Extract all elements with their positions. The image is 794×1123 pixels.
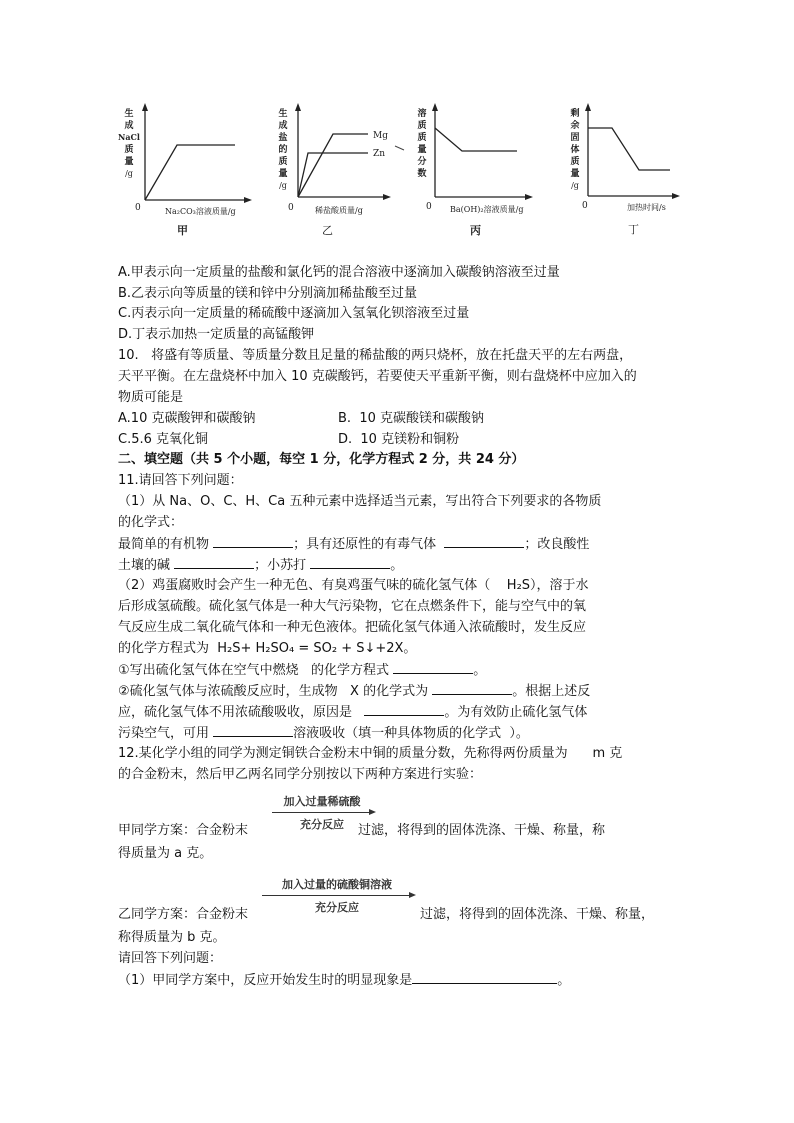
q12-line-2: 的合金粉末，然后甲乙两名同学分别按以下两种方案进行实验： — [118, 767, 483, 782]
q11-text: ；具有还原性的有毒气体 — [293, 537, 445, 552]
answer-blank-absorbent[interactable] — [213, 723, 293, 737]
svg-text:质: 质 — [124, 145, 134, 155]
svg-text:0: 0 — [135, 203, 141, 213]
q11-text: 土壤的碱 — [118, 558, 175, 573]
q11-text: 。为有效防止硫化氢气体 — [444, 705, 588, 720]
q9-option-d: D.丁表示加热一定质量的高锰酸钾 — [118, 327, 315, 342]
q11-p2-q2-line-2 — [118, 702, 587, 723]
q11-text: 最简单的有机物 — [118, 537, 214, 552]
q11-p2-line-2: 后形成氢硫酸。硫化氢气体是一种大气污染物，它在点燃条件下，能与空气中的氧 — [118, 599, 587, 614]
q10-option-d: D. 10 克镁粉和铜粉 — [338, 432, 460, 447]
svg-text:稀盐酸质量/g: 稀盐酸质量/g — [315, 206, 363, 215]
arrow-icon — [272, 812, 372, 813]
svg-text:体: 体 — [570, 145, 580, 155]
q9-option-a: A.甲表示向一定质量的盐酸和氯化钙的混合溶液中逐滴加入碳酸钠溶液至过量 — [118, 265, 560, 280]
section-2-title: 二、填空题（共 5 个小题，每空 1 分，化学方程式 2 分，共 24 分） — [118, 452, 525, 467]
q11-p2-q2-line-3 — [118, 723, 529, 744]
svg-text:丙: 丙 — [470, 224, 481, 237]
q11-text: ①写出硫化氢气体在空气中燃烧 的化学方程式 — [118, 663, 394, 678]
q10-line-1: 10. 将盛有等质量、等质量分数且足量的稀盐酸的两只烧杯，放在托盘天平的左右两盘， — [118, 348, 633, 363]
svg-text:0: 0 — [288, 203, 294, 213]
svg-text:量: 量 — [570, 169, 580, 179]
yi-plan-line-2: 称得质量为 b 克。 — [118, 930, 226, 945]
jia-plan-label: 甲同学方案：合金粉末 — [118, 823, 249, 838]
q11-p1-line-2: 的化学式： — [118, 515, 184, 530]
svg-text:/g: /g — [125, 169, 133, 178]
q11-p2-q1 — [118, 660, 486, 681]
svg-text:质: 质 — [278, 157, 288, 167]
svg-text:生: 生 — [278, 109, 288, 119]
q12-ask: 请回答下列问题： — [118, 951, 223, 966]
svg-text:质: 质 — [417, 121, 427, 131]
graphs-row — [115, 100, 705, 245]
answer-blank-baking-soda[interactable] — [310, 555, 390, 569]
q12-text: 。 — [557, 973, 571, 988]
svg-text:固: 固 — [570, 133, 580, 143]
jia-reaction-arrow — [272, 793, 372, 832]
q11-p1-line-4 — [118, 555, 403, 576]
svg-text:/g: /g — [279, 181, 287, 190]
q10-option-c: C.5.6 克氧化铜 — [118, 432, 209, 447]
svg-text:甲: 甲 — [177, 224, 188, 237]
yi-arrow-top-label: 加入过量的硫酸铜溶液 — [282, 878, 392, 891]
svg-text:质: 质 — [570, 157, 580, 167]
yi-plan-after: 过滤，将得到的固体洗涤、干燥、称量， — [420, 907, 655, 922]
answer-blank-x-formula[interactable] — [432, 681, 512, 695]
q11-text: 污染空气，可用 — [118, 726, 214, 741]
svg-text:成: 成 — [124, 121, 134, 131]
jia-plan-line-2: 得质量为 a 克。 — [118, 846, 213, 861]
answer-blank-combustion-equation[interactable] — [393, 660, 473, 674]
arrow-icon — [262, 895, 412, 896]
q11-p2-line-3: 气反应生成二氧化硫气体和一种无色液体。把硫化氢气体通入浓硫酸时，发生反应 — [118, 620, 587, 635]
svg-text:溶: 溶 — [417, 109, 427, 119]
answer-blank-reason[interactable] — [364, 702, 444, 716]
answer-blank-organic[interactable] — [213, 534, 293, 548]
yi-plan-label: 乙同学方案：合金粉末 — [118, 907, 249, 922]
q11-p1-line-3 — [118, 534, 589, 555]
answer-blank-base[interactable] — [174, 555, 254, 569]
svg-text:质: 质 — [417, 133, 427, 143]
jia-arrow-bottom-label: 充分反应 — [300, 818, 344, 831]
jia-arrow-top-label: 加入过量稀硫酸 — [283, 795, 361, 808]
yi-reaction-arrow — [262, 876, 412, 915]
svg-text:数: 数 — [417, 169, 427, 179]
q11-text: ②硫化氢气体与浓硫酸反应时，生成物 X 的化学式为 — [118, 684, 433, 699]
svg-text:丁: 丁 — [628, 223, 639, 236]
q11-text: 溶液吸收（填一种具体物质的化学式 ）。 — [293, 726, 529, 741]
q12-line-1: 12.某化学小组的同学为测定铜铁合金粉末中铜的质量分数，先称得两份质量为 m 克 — [118, 746, 623, 761]
svg-text:生: 生 — [124, 109, 134, 119]
answer-blank-phenomenon[interactable] — [412, 970, 557, 984]
q10-option-b: B. 10 克碳酸镁和碳酸钠 — [338, 411, 484, 426]
graph-bing — [410, 100, 560, 245]
q11-text: ；改良酸性 — [524, 537, 590, 552]
svg-text:量: 量 — [124, 157, 134, 167]
svg-text:0: 0 — [426, 202, 432, 212]
svg-text:Ba(OH)₂溶液质量/g: Ba(OH)₂溶液质量/g — [450, 205, 524, 214]
q10-line-2: 天平平衡。在左盘烧杯中加入 10 克碳酸钙，若要使天平重新平衡，则右盘烧杯中应加入的 — [118, 369, 637, 384]
yi-arrow-bottom-label: 充分反应 — [315, 901, 359, 914]
q11-text: 应，硫化氢气体不用浓硫酸吸收，原因是 — [118, 705, 365, 720]
svg-text:乙: 乙 — [322, 224, 333, 237]
answer-blank-toxic-gas[interactable] — [444, 534, 524, 548]
svg-text:分: 分 — [417, 157, 427, 167]
svg-text:量: 量 — [417, 145, 427, 155]
graph-jia — [115, 100, 265, 245]
q11-text: 。 — [390, 558, 404, 573]
q11-text: ；小苏打 — [254, 558, 311, 573]
q11-p2-line-1: （2）鸡蛋腐败时会产生一种无色、有臭鸡蛋气味的硫化氢气体（ H₂S），溶于水 — [118, 578, 589, 593]
q11-text: 。 — [473, 663, 487, 678]
svg-text:Na₂CO₃溶液质量/g: Na₂CO₃溶液质量/g — [165, 207, 236, 216]
q10-option-a: A.10 克碳酸钾和碳酸钠 — [118, 411, 256, 426]
svg-text:盐: 盐 — [278, 133, 288, 143]
svg-text:的: 的 — [278, 145, 288, 155]
svg-text:余: 余 — [570, 121, 580, 131]
graph-yi — [270, 100, 420, 245]
q11-intro: 11.请回答下列问题： — [118, 473, 243, 488]
svg-text:量: 量 — [278, 169, 288, 179]
q11-p2-equation: 的化学方程式为 H₂S+ H₂SO₄ = SO₂ + S↓+2X。 — [118, 641, 417, 656]
svg-text:剩: 剩 — [570, 109, 580, 119]
q12-text: （1）甲同学方案中，反应开始发生时的明显现象是 — [118, 973, 413, 988]
graph-ding — [555, 100, 705, 245]
q12-sub-1 — [118, 970, 570, 991]
q11-p2-q2-line-1 — [118, 681, 590, 702]
svg-text:成: 成 — [278, 121, 288, 131]
svg-text:加热时间/s: 加热时间/s — [627, 203, 666, 212]
q9-option-b: B.乙表示向等质量的镁和锌中分别滴加稀盐酸至过量 — [118, 286, 418, 301]
svg-text:Zn: Zn — [373, 149, 386, 159]
q11-text: 。根据上述反 — [512, 684, 591, 699]
svg-text:0: 0 — [582, 201, 588, 211]
q10-line-3: 物质可能是 — [118, 390, 184, 405]
q11-p1-line-1: （1）从 Na、O、C、H、Ca 五种元素中选择适当元素，写出符合下列要求的各物质 — [118, 494, 602, 509]
jia-plan-after: 过滤，将得到的固体洗涤、干燥、称量，称 — [358, 823, 606, 838]
svg-text:/g: /g — [571, 181, 579, 190]
q9-option-c: C.丙表示向一定质量的稀硫酸中逐滴加入氢氧化钡溶液至过量 — [118, 306, 470, 321]
svg-text:Mg: Mg — [373, 131, 388, 141]
svg-text:NaCl: NaCl — [118, 132, 140, 142]
